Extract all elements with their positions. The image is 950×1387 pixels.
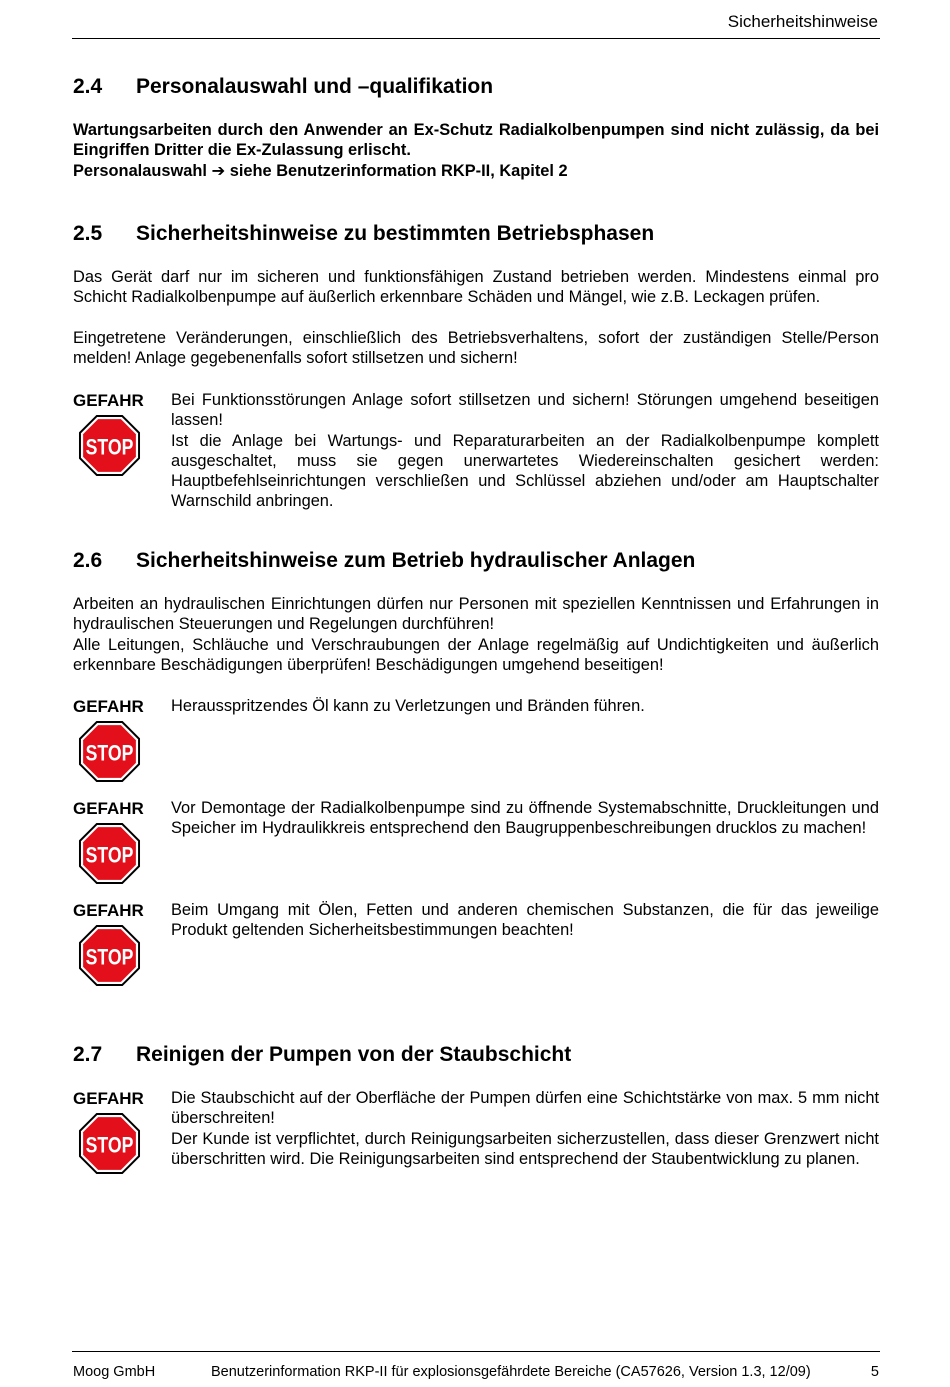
danger-line: Der Kunde ist verpflichtet, durch Reinigungsarbeiten sicherzustellen, dass dieser Grenzwert nicht überschritten wird. Die Reinigungsarbeiten sind entsprechend der Staubentwicklung zu planen. bbox=[171, 1129, 879, 1168]
stop-sign-text: STOP bbox=[85, 843, 134, 868]
section-heading-2-4 bbox=[73, 75, 493, 99]
section-heading-2-6 bbox=[73, 549, 695, 573]
danger-text bbox=[171, 696, 879, 716]
danger-text bbox=[171, 390, 879, 512]
paragraph: Wartungsarbeiten durch den Anwender an Ex-Schutz Radialkolbenpumpen sind nicht zulässig, da bei Eingriffen Dritter die Ex-Zulassung erlischt. bbox=[73, 121, 879, 160]
danger-text bbox=[171, 900, 879, 941]
section-title: Personalauswahl und –qualifikation bbox=[136, 75, 494, 98]
section-number: 2.5 bbox=[73, 222, 103, 245]
footer-company: Moog GmbH bbox=[73, 1364, 156, 1380]
footer-page-number: 5 bbox=[870, 1364, 879, 1380]
danger-label: GEFAHR bbox=[73, 901, 144, 920]
paragraph: Arbeiten an hydraulischen Einrichtungen dürfen nur Personen mit speziellen Kenntnissen und Erfahrungen in hydraulischen Steuerungen und Regelungen durchführen! bbox=[73, 595, 879, 634]
danger-label: GEFAHR bbox=[73, 799, 144, 818]
danger-text bbox=[171, 1088, 879, 1169]
stop-sign-text: STOP bbox=[85, 741, 134, 766]
section-heading-2-7 bbox=[73, 1043, 571, 1067]
section-title: Sicherheitshinweise zum Betrieb hydraulischer Anlagen bbox=[136, 549, 696, 572]
section-number: 2.6 bbox=[73, 549, 103, 572]
danger-line: Die Staubschicht auf der Oberfläche der Pumpen dürfen eine Schichtstärke von max. 5 mm nicht überschreiten! bbox=[171, 1089, 879, 1128]
stop-sign-icon bbox=[78, 414, 141, 477]
danger-line: Vor Demontage der Radialkolbenpumpe sind zu öffnende Systemabschnitte, Druckleitungen und Speicher im Hydraulikkreis entsprechend den Baugruppenbeschreibungen drucklos zu machen! bbox=[171, 799, 879, 838]
paragraph: Das Gerät darf nur im sicheren und funktionsfähigen Zustand betrieben werden. Mindestens einmal pro Schicht Radialkolbenpumpe auf äußerlich erkennbare Schäden und Mängel, wie z.B. Leckagen prüfen. bbox=[73, 268, 879, 307]
stop-sign-text: STOP bbox=[85, 435, 134, 460]
page-header bbox=[72, 12, 880, 39]
section-number: 2.7 bbox=[73, 1043, 103, 1066]
paragraph: Personalauswahl ➔ siehe Benutzerinformation RKP-II, Kapitel 2 bbox=[73, 162, 568, 180]
stop-sign-text: STOP bbox=[85, 945, 134, 970]
danger-label: GEFAHR bbox=[73, 697, 144, 716]
section-heading-2-5 bbox=[73, 222, 654, 246]
paragraph: Alle Leitungen, Schläuche und Verschraubungen der Anlage regelmäßig auf Undichtigkeiten und äußerlich erkennbare Beschädigungen überprüfen! Beschädigungen umgehend beseitigen! bbox=[73, 636, 879, 675]
danger-label: GEFAHR bbox=[73, 391, 144, 410]
page-footer bbox=[72, 1351, 880, 1382]
section-number: 2.4 bbox=[73, 75, 103, 98]
stop-sign-icon bbox=[78, 720, 141, 783]
danger-line: Ist die Anlage bei Wartungs- und Reparaturarbeiten an der Radialkolbenpumpe komplett ausgeschaltet, muss sie gegen unerwartetes Wiedereinschalten gesichert werden: Hauptbefehlseinrichtungen verschließen und Schlüssel abziehen und/oder am Hauptschalter Warnschild anbringen. bbox=[171, 431, 879, 511]
danger-line: Herausspritzendes Öl kann zu Verletzungen und Bränden führen. bbox=[171, 697, 645, 715]
paragraph: Eingetretene Veränderungen, einschließlich des Betriebsverhaltens, sofort der zuständigen Stelle/Person melden! Anlage gegebenenfalls sofort stillsetzen und sichern! bbox=[73, 329, 879, 368]
stop-sign-icon bbox=[78, 924, 141, 987]
stop-sign-text: STOP bbox=[85, 1133, 134, 1158]
danger-line: Bei Funktionsstörungen Anlage sofort stillsetzen und sichern! Störungen umgehend beseitigen lassen! bbox=[171, 391, 879, 430]
danger-line: Beim Umgang mit Ölen, Fetten und anderen chemischen Substanzen, die für das jeweilige Produkt geltenden Sicherheitsbestimmungen beachten! bbox=[171, 901, 879, 940]
section-title: Sicherheitshinweise zu bestimmten Betriebsphasen bbox=[136, 222, 655, 245]
stop-sign-icon bbox=[78, 822, 141, 885]
danger-text bbox=[171, 798, 879, 839]
footer-document: Benutzerinformation RKP-II für explosionsgefährdete Bereiche (CA57626, Version 1.3, 12/09) bbox=[211, 1364, 811, 1380]
section-title: Reinigen der Pumpen von der Staubschicht bbox=[136, 1043, 572, 1066]
stop-sign-icon bbox=[78, 1112, 141, 1175]
danger-label: GEFAHR bbox=[73, 1089, 144, 1108]
header-title: Sicherheitshinweise bbox=[727, 12, 878, 31]
